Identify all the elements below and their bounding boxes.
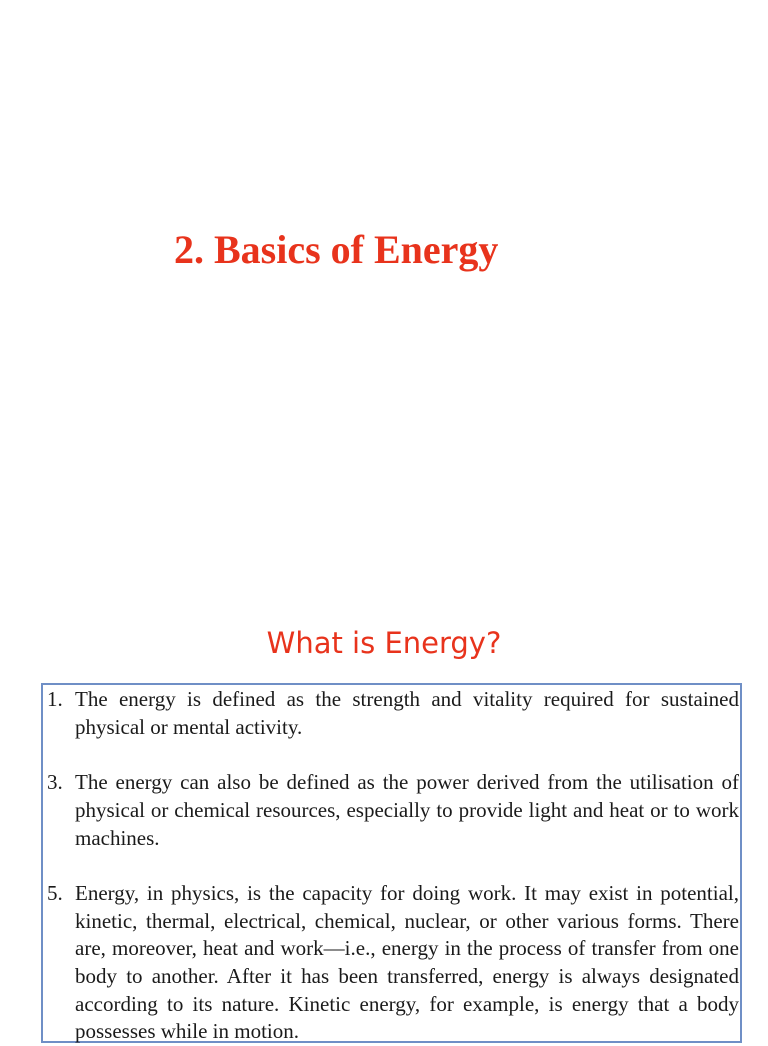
definition-text: Energy, in physics, is the capacity for doing work. It may exist in potential, kinetic, thermal, electrical, chemical, nuclear, or other various forms. There are, moreover, heat and work—i.e., energy in the process of transfer from one body to another. After it has been transferred, energy is always designated according to its nature. Kinetic energy, for example, is energy that a body possesses while in motion. <box>75 880 739 1044</box>
definitions-box <box>41 683 742 1043</box>
definition-item <box>43 769 740 852</box>
definition-number: 1. <box>47 687 63 711</box>
definition-text: The energy can also be defined as the power derived from the utilisation of physical or chemical resources, especially to provide light and heat or to work machines. <box>75 770 739 850</box>
definition-item <box>43 880 740 1046</box>
slide-title: 2. Basics of Energy <box>174 227 499 272</box>
section-title: What is Energy? <box>266 626 502 660</box>
definition-number: 3. <box>47 770 63 795</box>
definition-number: 5. <box>47 880 63 905</box>
definition-item <box>43 686 740 741</box>
definition-text: The energy is defined as the strength and vitality required for sustained physical or mental activity. <box>75 687 739 739</box>
definitions-list <box>43 686 740 1046</box>
